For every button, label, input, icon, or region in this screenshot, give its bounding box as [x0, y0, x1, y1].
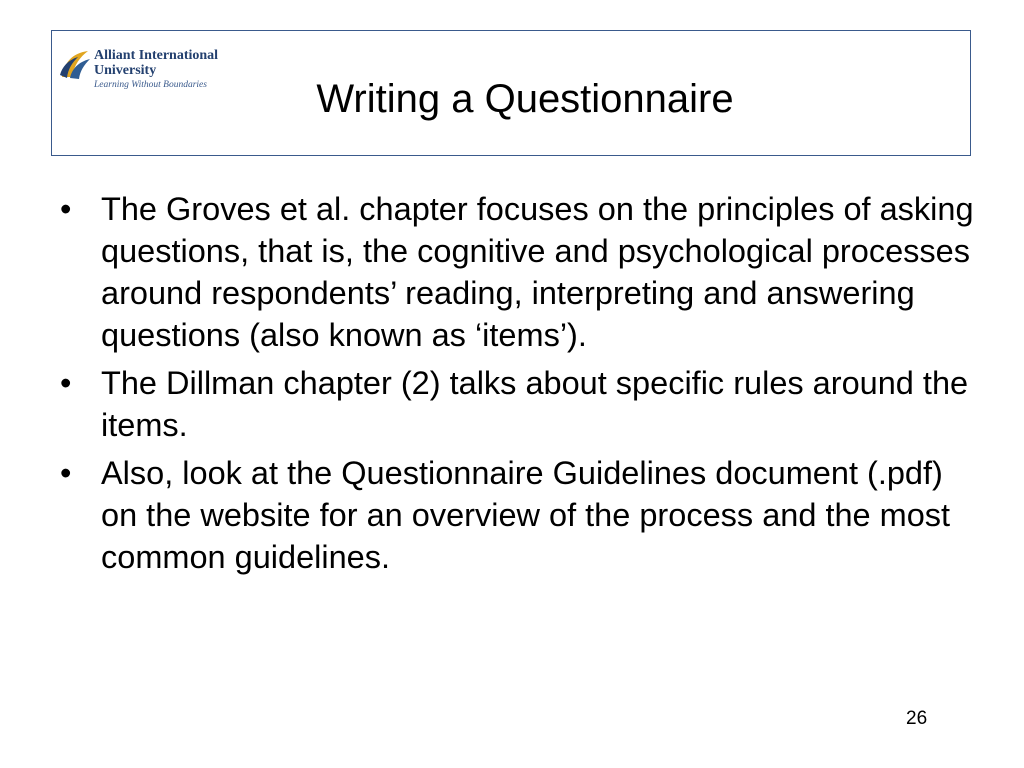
bullet-item: [60, 362, 980, 446]
slide-title: Writing a Questionnaire: [316, 77, 734, 121]
bullet-text: Also, look at the Questionnaire Guidelines document (.pdf) on the website for an overview of the process and the most common guidelines.: [101, 455, 951, 575]
bullet-text: The Dillman chapter (2) talks about specific rules around the items.: [101, 365, 969, 443]
logo-tagline: Learning Without Boundaries: [94, 80, 207, 90]
bullet-marker: •: [60, 191, 72, 227]
bullet-marker: •: [60, 455, 72, 491]
header-box: [51, 30, 971, 156]
bullet-item: [60, 452, 980, 578]
logo-name-line2: University: [94, 63, 157, 78]
logo-name-line1: Alliant International: [94, 48, 219, 63]
bullet-text: The Groves et al. chapter focuses on the principles of asking questions, that is, the cognitive and psychological processes around respondents’ reading, interpreting and answering questions (also known as ‘items’).: [101, 191, 974, 353]
bullet-marker: •: [60, 365, 72, 401]
bullet-item: [60, 188, 980, 356]
bullet-list: [60, 188, 980, 584]
page-number: 26: [906, 708, 928, 729]
